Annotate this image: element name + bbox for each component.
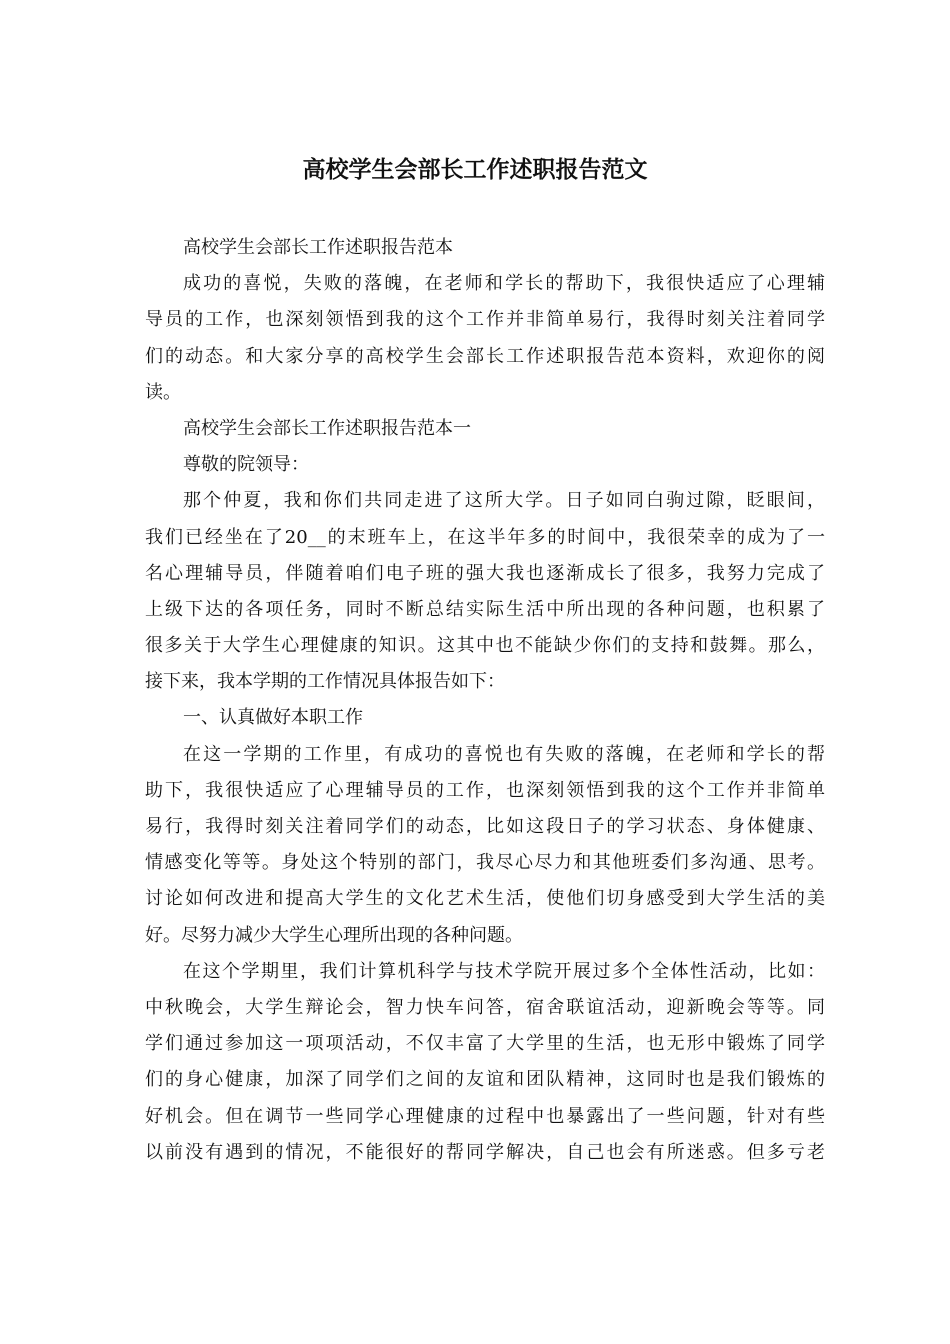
document-body [145,230,825,1171]
body-line: 名心理辅导员，伴随着咱们电子班的强大我也逐渐成长了很多，我努力完成了 [145,562,825,584]
body-line: 好。尽努力减少大学生心理所出现的各种问题。 [145,924,523,946]
body-line: 在这一学期的工作里，有成功的喜悦也有失败的落魄，在老师和学长的帮 [183,743,825,765]
body-line: 情感变化等等。身处这个特别的部门，我尽心尽力和其他班委们多沟通、思考。 [145,852,825,874]
body-line: 讨论如何改进和提高大学生的文化艺术生活，使他们切身感受到大学生活的美 [145,888,825,910]
body-line: 高校学生会部长工作述职报告范本 [183,237,453,258]
body-line: 接下来，我本学期的工作情况具体报告如下： [145,671,505,693]
body-line: 很多关于大学生心理健康的知识。这其中也不能缺少你们的支持和鼓舞。那么， [145,635,825,657]
body-line: 在这个学期里，我们计算机科学与技术学院开展过多个全体性活动，比如： [183,960,825,982]
body-line: 们的身心健康，加深了同学们之间的友谊和团队精神，这同时也是我们锻炼的 [145,1069,825,1091]
body-line: 学们通过参加这一项项活动，不仅丰富了大学里的生活，也无形中锻炼了同学 [145,1033,825,1055]
body-line: 高校学生会部长工作述职报告范本一 [183,417,471,439]
body-line: 导员的工作，也深刻领悟到我的这个工作并非简单易行，我得时刻关注着同学 [145,309,825,331]
body-line: 上级下达的各项任务，同时不断总结实际生活中所出现的各种问题，也积累了 [145,598,825,620]
body-line: 助下，我很快适应了心理辅导员的工作，也深刻领悟到我的这个工作并非简单 [145,779,825,801]
body-line: 我们已经坐在了20__的末班车上，在这半年多的时间中，我很荣幸的成为了一 [145,526,825,548]
body-line: 易行，我得时刻关注着同学们的动态，比如这段日子的学习状态、身体健康、 [145,816,825,837]
body-line: 一、认真做好本职工作 [183,707,363,729]
body-line: 们的动态。和大家分享的高校学生会部长工作述职报告范本资料，欢迎你的阅 [145,345,825,367]
body-line: 尊敬的院领导： [183,454,309,476]
document-title: 高校学生会部长工作述职报告范文 [302,156,648,183]
body-line: 好机会。但在调节一些同学心理健康的过程中也暴露出了一些问题，针对有些 [145,1105,825,1127]
body-line: 那个仲夏，我和你们共同走进了这所大学。日子如同白驹过隙，眨眼间， [183,490,825,512]
body-line: 中秋晚会，大学生辩论会，智力快车问答，宿舍联谊活动，迎新晚会等等。同 [145,996,825,1018]
body-line: 以前没有遇到的情况，不能很好的帮同学解决，自己也会有所迷惑。但多亏老 [145,1141,825,1163]
body-line: 成功的喜悦，失败的落魄，在老师和学长的帮助下，我很快适应了心理辅 [183,273,825,295]
body-line: 读。 [145,381,181,403]
